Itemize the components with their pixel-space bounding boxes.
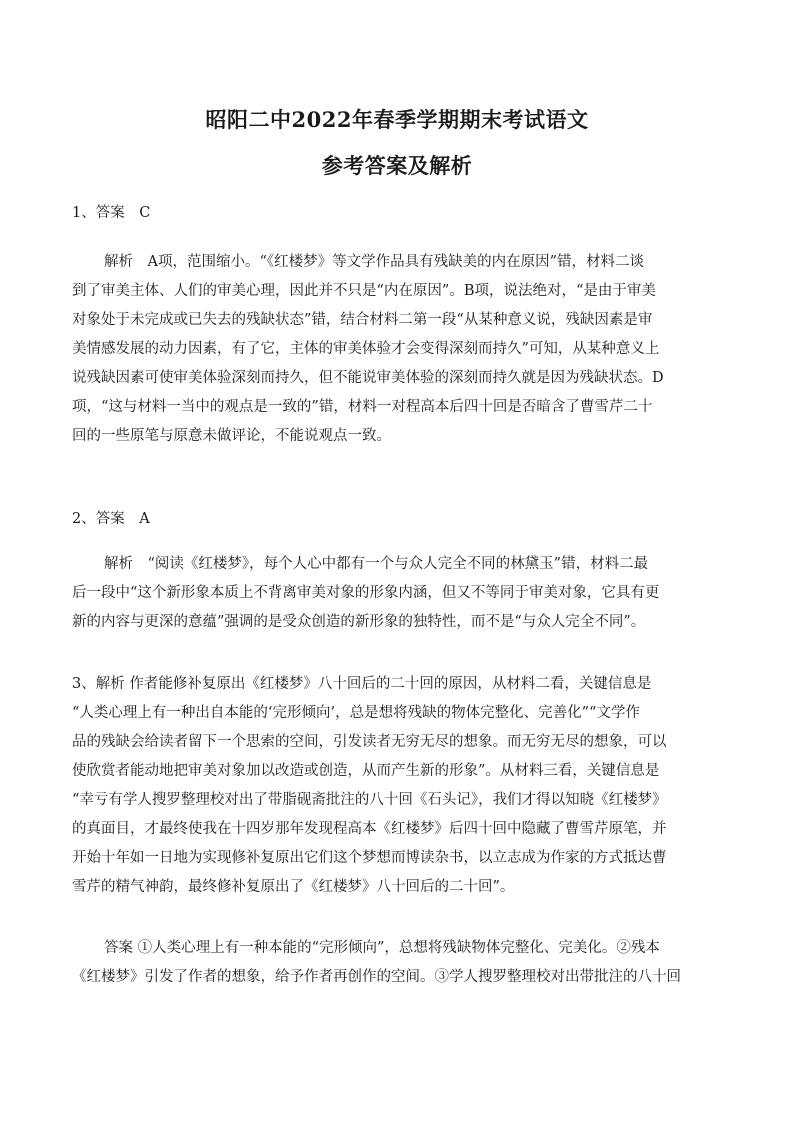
q3-explanation-line: 品的残缺会给读者留下一个思索的空间，引发读者无穷无尽的想象。而无穷无尽的想象，可以 (72, 734, 667, 750)
q2-explanation-line: 解析 “阅读《红楼梦》，每个人心中都有一个与众人完全不同的林黛玉”错，材料二最 (104, 556, 649, 572)
q3-explanation-line: 开始十年如一日地为实现修补复原出它们这个梦想而博读杂书，以立志成为作家的方式抵达曹 (72, 850, 667, 866)
q3-answer-paragraph (72, 934, 732, 992)
q1-answer: 1、答案 C (72, 205, 151, 221)
q3-explanation-line: 雪芹的精气神韵，最终修补复原出了《红楼梦》八十回后的二十回”。 (72, 879, 515, 895)
q3-answer-line: 《红楼梦》引发了作者的想象，给予作者再创作的空间。③学人搜罗整理校对出带批注的八十回 (72, 969, 681, 985)
q1-explanation-paragraph (72, 248, 732, 451)
q2-explanation-line: 新的内容与更深的意蕴”强调的是受众创造的新形象的独特性，而不是“与众人完全不同”。 (72, 614, 646, 630)
q1-explanation-line: 到了审美主体、人们的审美心理，因此并不只是“内在原因”。B项，说法绝对，“是由于审美 (72, 283, 656, 299)
q3-explanation-line: 3、解析 作者能修补复原出《红楼梦》八十回后的二十回的原因，从材料二看，关键信息是 (72, 676, 652, 692)
q1-explanation-line: 解析 A项，范围缩小。“《红楼梦》等文学作品具有残缺美的内在原因”错，材料二谈 (104, 254, 645, 270)
q1-explanation-line: 回的一些原笔与原意未做评论，不能说观点一致。 (72, 428, 391, 444)
q3-answer-line: 答案 ①人类心理上有一种本能的“完形倾向”，总想将残缺物体完整化、完美化。②残本 (104, 940, 660, 956)
q3-explanation-paragraph (72, 670, 732, 902)
q1-explanation-line: 美情感发展的动力因素，有了它，主体的审美体验才会变得深刻而持久”可知，从某种意义上 (72, 341, 660, 357)
q1-explanation-line: 项，“这与材料一当中的观点是一致的”错，材料一对程高本后四十回是否暗含了曹雪芹二十 (72, 399, 653, 415)
q1-explanation-line: 对象处于未完成或已失去的残缺状态”错，结合材料二第一段“从某种意义说，残缺因素是审 (72, 312, 653, 328)
document-subtitle: 参考答案及解析 (321, 153, 473, 178)
q1-explanation-line: 说残缺因素可使审美体验深刻而持久，但不能说审美体验的深刻而持久就是因为残缺状态。D (72, 370, 664, 386)
q3-explanation-line: 使欣赏者能动地把审美对象加以改造或创造，从而产生新的形象”。从材料三看，关键信息是 (72, 763, 660, 779)
document-title: 昭阳二中2022年春季学期期末考试语文 (205, 107, 589, 132)
q3-explanation-line: “幸亏有学人搜罗整理校对出了带脂砚斋批注的八十回《石头记》，我们才得以知晓《红楼梦》 (72, 792, 667, 808)
q3-explanation-line: “人类心理上有一种出自本能的‘完形倾向’，总是想将残缺的物体完整化、完善化”“文学作 (72, 705, 640, 721)
q2-answer-paragraph (72, 505, 732, 534)
q1-answer-paragraph (72, 199, 732, 228)
q2-explanation-line: 后一段中“这个新形象本质上不背离审美对象的形象内涵，但又不等同于审美对象，它具有更 (72, 585, 660, 601)
q2-answer: 2、答案 A (72, 511, 150, 527)
q3-explanation-line: 的真面目，才最终使我在十四岁那年发现程高本《红楼梦》后四十回中隐藏了曹雪芹原笔，并 (72, 821, 667, 837)
q2-explanation-paragraph (72, 550, 732, 637)
